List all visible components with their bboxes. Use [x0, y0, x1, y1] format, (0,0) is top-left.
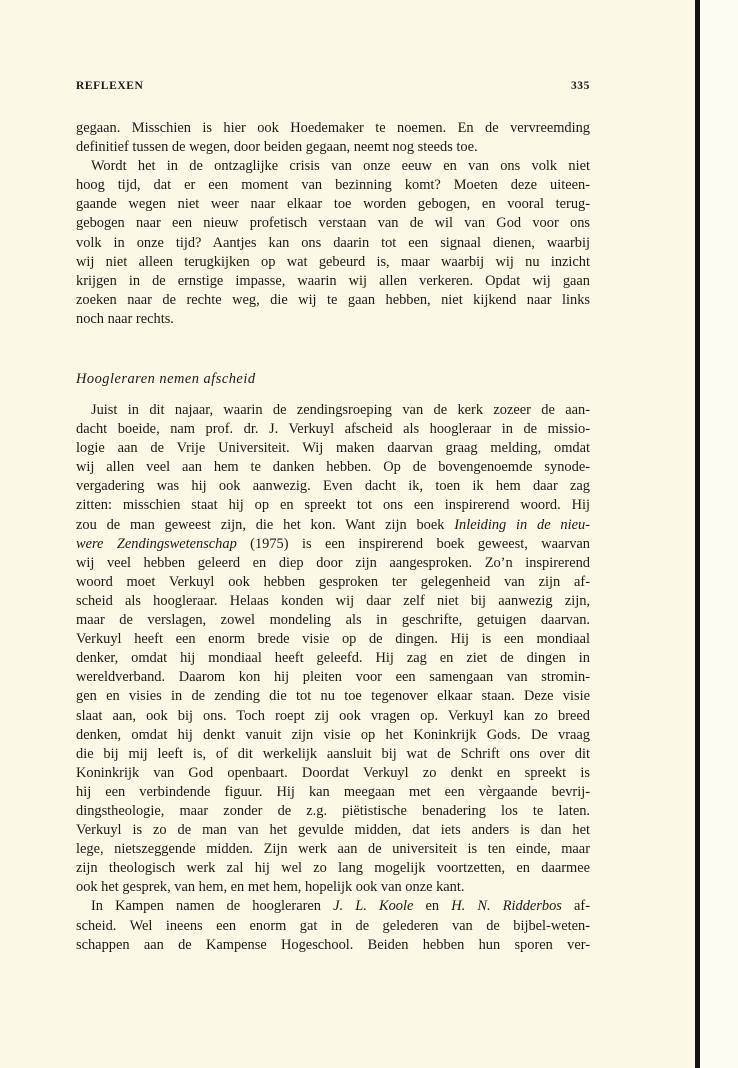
text-line: denker, omdat hij mondiaal heeft geleefd. Hij zag en ziet de dingen in — [76, 650, 590, 667]
text-line — [76, 516, 590, 535]
text-line: zoeken naar de rechte weg, die wij te gaan hebben, niet kijkend naar links — [76, 291, 590, 308]
text-line: wij veel hebben geleerd en diep door zijn aangesproken. Zo’n inspirerend — [76, 554, 590, 571]
text-line: gebogen naar een nieuw profetisch verstaan van de wil van God voor ons — [76, 215, 590, 232]
text-line: Verkuyl heeft een enorm brede visie op de dingen. Hij is een mondiaal — [76, 631, 590, 648]
paragraph-section-2 — [76, 401, 590, 955]
page-margin — [700, 0, 738, 1068]
text-line: lege, nietszeggende midden. Zijn werk aan de universiteit is ten einde, maar — [76, 841, 590, 858]
text-line: die bij mij leeft is, of dit werkelijk aansluit bij wat de Schrift ons over dit — [76, 745, 590, 762]
running-header — [76, 80, 590, 96]
text-line: Koninkrijk van God openbaart. Doordat Verkuyl zo denkt en spreekt is — [76, 764, 590, 781]
text-line — [76, 897, 590, 916]
text-line: scheid als hoogleraar. Helaas konden wij daar zelf niet bij aanwezig zijn, — [76, 592, 590, 609]
text-line: logie aan de Vrije Universiteit. Wij maken daarvan graag melding, omdat — [76, 440, 590, 457]
text-line: gen en visies in de zending die tot nu toe tegenover elkaar staan. Deze visie — [76, 688, 590, 705]
text-run: af- — [561, 898, 590, 915]
text-line: ook het gesprek, van hem, en met hem, hopelijk ook van onze kant. — [76, 879, 465, 896]
text-line: maar de verslagen, zowel mondeling als in geschrifte, getuigen daarvan. — [76, 612, 590, 629]
book-title: were Zendingswetenschap — [76, 535, 237, 552]
text-line: vergadering was hij ook aanwezig. Even dacht ik, toen ik hem daar zag — [76, 478, 590, 495]
text-line: krijgen in de ernstige impasse, waarin wij allen verkeren. Opdat wij gaan — [76, 272, 590, 289]
text-line: gegaan. Misschien is hier ook Hoedemaker te noemen. En de vervreemding — [76, 120, 590, 136]
text-line: definitief tussen de wegen, door beiden gegaan, neemt nog steeds toe. — [76, 139, 478, 156]
text-line: dacht boeide, nam prof. dr. J. Verkuyl afscheid als hoogleraar in de missio- — [76, 421, 590, 438]
text-line: zijn theologisch werk zal hij wel zo lang mogelijk voortzetten, en daarmee — [76, 860, 590, 877]
text-run: en — [413, 898, 452, 915]
book-title: Inleiding in de nieu- — [454, 516, 590, 533]
text-line: scheid. Wel ineens een enorm gat in de gelederen van de bijbel-weten- — [76, 917, 590, 934]
text-line: hoog tijd, dat er een moment van bezinning komt? Moeten deze uiteen- — [76, 177, 590, 194]
text-line: woord moet Verkuyl ook hebben gesproken ter gelegenheid van zijn af- — [76, 573, 590, 590]
text-line: dingstheologie, maar zonder de z.g. piëtistische benadering los te laten. — [76, 802, 590, 819]
text-line: volk in onze tijd? Aantjes kan ons daarin tot een signaal dienen, waarbij — [76, 234, 590, 251]
text-line: Wordt het in de ontzaglijke crisis van onze eeuw en van ons volk niet — [91, 158, 590, 175]
text-line: schappen aan de Kampense Hogeschool. Beiden hebben hun sporen ver- — [76, 936, 590, 953]
person-name: J. L. Koole — [333, 898, 414, 915]
person-name: H. N. Ridderbos — [451, 898, 562, 915]
text-run: In Kampen namen de hoogleraren — [91, 898, 334, 915]
text-line: Verkuyl is zo de man van het gevulde midden, dat iets anders is dan het — [76, 822, 590, 839]
text-line: wij niet alleen terugkijken op wat gebeurd is, maar waarbij wij nu inzicht — [76, 253, 590, 270]
text-line: denken, omdat hij denkt vanuit zijn visie op het Koninkrijk Gods. De vraag — [76, 726, 590, 743]
text-line: wereldverband. Daarom kon hij pleiten voor een samengaan van stromin- — [76, 669, 590, 686]
text-run: (1975) is een inspirerend boek geweest, waarvan — [236, 535, 590, 552]
text-line: noch naar rechts. — [76, 310, 174, 327]
text-line: hij een verbindende figuur. Hij kan meegaan met een vèrgaande bevrij- — [76, 783, 590, 800]
text-run: zou de man geweest zijn, die het kon. Want zijn boek — [76, 516, 455, 533]
text-line: zitten: misschien staat hij op en spreekt tot ons een inspirerend woord. Hij — [76, 497, 590, 514]
section-heading: Hoogleraren nemen afscheid — [76, 371, 256, 387]
text-line — [76, 535, 590, 554]
text-line: wij allen veel aan hem te danken hebben. Op de bovengenoemde synode- — [76, 459, 590, 476]
text-line: slaat aan, ook bij ons. Toch roept zij ook vragen op. Verkuyl kan zo breed — [76, 707, 590, 724]
running-title: REFLEXEN — [76, 80, 144, 92]
page-number: 335 — [570, 80, 590, 92]
text-line: Juist in dit najaar, waarin de zendingsroeping van de kerk zozeer de aan- — [91, 402, 590, 418]
text-line: gaande wegen niet weer naar elkaar toe worden gebogen, en vooral terug- — [76, 196, 590, 213]
paragraph-section-1 — [76, 119, 590, 329]
